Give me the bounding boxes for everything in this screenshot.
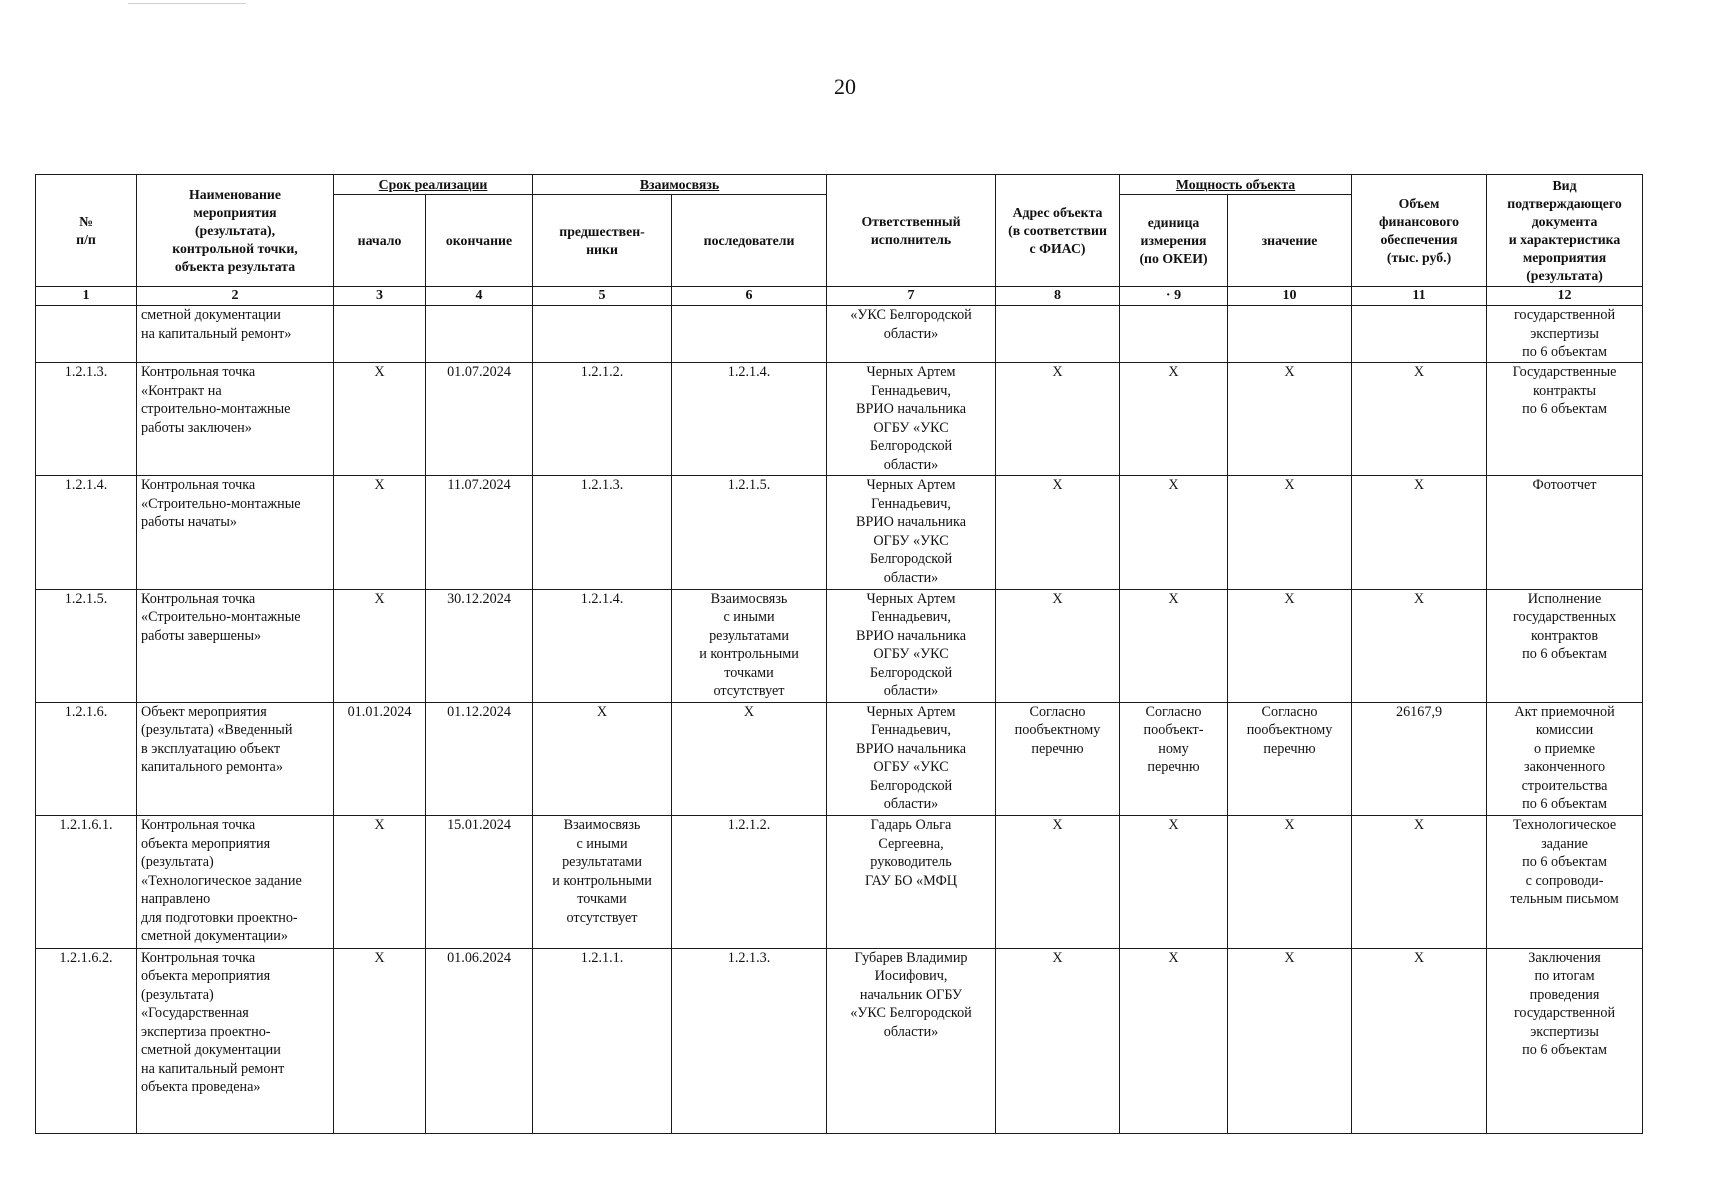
cell-unit [1120,306,1228,363]
cell-predecessors: 1.2.1.4. [533,589,672,702]
table-row [36,948,1643,1134]
cell-finance: X [1352,948,1487,1134]
cell-predecessors: 1.2.1.1. [533,948,672,1134]
cell-predecessors [533,306,672,363]
cell-end: 01.07.2024 [426,363,533,476]
cell-doc: Технологическое задание по 6 объектам с сопроводи- тельным письмом [1487,816,1643,948]
cell-num: 1.2.1.6. [36,702,137,815]
cell-responsible: Черных Артем Геннадьевич, ВРИО начальника ОГБУ «УКС Белгородской области» [827,476,996,589]
cell-start: 01.01.2024 [334,702,426,815]
cell-num: 1.2.1.6.2. [36,948,137,1134]
cell-start: X [334,476,426,589]
cell-finance: X [1352,476,1487,589]
column-number: 7 [827,287,996,306]
header-num: № п/п [36,175,137,287]
scan-line-top [128,3,246,4]
cell-start [334,306,426,363]
column-number: · 9 [1120,287,1228,306]
cell-responsible: Гадарь Ольга Сергеевна, руководитель ГАУ БО «МФЦ [827,816,996,948]
cell-num: 1.2.1.4. [36,476,137,589]
table-row [36,816,1643,948]
cell-value: X [1228,816,1352,948]
header-responsible: Ответственный исполнитель [827,175,996,287]
cell-end: 30.12.2024 [426,589,533,702]
cell-successors: Взаимосвязь с иными результатами и контрольными точками отсутствует [672,589,827,702]
column-number: 4 [426,287,533,306]
cell-num: 1.2.1.6.1. [36,816,137,948]
cell-name: Объект мероприятия (результата) «Введенный в эксплуатацию объект капитального ремонта» [137,702,334,815]
header-successors: последователи [672,195,827,287]
column-number: 2 [137,287,334,306]
cell-unit: Согласно пообъект- ному перечню [1120,702,1228,815]
cell-start: X [334,816,426,948]
cell-end: 01.12.2024 [426,702,533,815]
plan-table [35,174,1643,1134]
table-header [36,175,1643,306]
cell-name: Контрольная точка «Строительно-монтажные работы начаты» [137,476,334,589]
cell-successors [672,306,827,363]
cell-value: X [1228,948,1352,1134]
cell-address: X [996,816,1120,948]
cell-doc: государственной экспертизы по 6 объектам [1487,306,1643,363]
cell-responsible: Черных Артем Геннадьевич, ВРИО начальника ОГБУ «УКС Белгородской области» [827,702,996,815]
cell-responsible: Черных Артем Геннадьевич, ВРИО начальника ОГБУ «УКС Белгородской области» [827,589,996,702]
header-predecessors: предшествен- ники [533,195,672,287]
cell-unit: X [1120,476,1228,589]
cell-address [996,306,1120,363]
cell-end: 15.01.2024 [426,816,533,948]
table-row [36,589,1643,702]
cell-doc: Исполнение государственных контрактов по 6 объектам [1487,589,1643,702]
table-row [36,306,1643,363]
cell-unit: X [1120,948,1228,1134]
cell-finance: X [1352,363,1487,476]
cell-finance: X [1352,589,1487,702]
cell-address: X [996,948,1120,1134]
column-number-row [36,287,1643,306]
column-number: 6 [672,287,827,306]
cell-num: 1.2.1.3. [36,363,137,476]
cell-responsible: Черных Артем Геннадьевич, ВРИО начальника ОГБУ «УКС Белгородской области» [827,363,996,476]
cell-address: X [996,363,1120,476]
table-row [36,363,1643,476]
cell-name: Контрольная точка объекта мероприятия (результата) «Государственная экспертиза проектно- сметной документации на капитальный ремонт объекта проведена» [137,948,334,1134]
cell-successors: 1.2.1.2. [672,816,827,948]
cell-end: 01.06.2024 [426,948,533,1134]
cell-start: X [334,948,426,1134]
column-number: 8 [996,287,1120,306]
cell-predecessors: Взаимосвязь с иными результатами и контрольными точками отсутствует [533,816,672,948]
cell-finance [1352,306,1487,363]
table-row [36,702,1643,815]
header-doc-type: Вид подтверждающего документа и характеристика мероприятия (результата) [1487,175,1643,287]
cell-address: X [996,476,1120,589]
cell-unit: X [1120,816,1228,948]
cell-value [1228,306,1352,363]
cell-address: Согласно пообъектному перечню [996,702,1120,815]
column-number: 12 [1487,287,1643,306]
cell-value: X [1228,476,1352,589]
header-period: Срок реализации [334,175,533,195]
cell-successors: X [672,702,827,815]
cell-predecessors: X [533,702,672,815]
cell-successors: 1.2.1.4. [672,363,827,476]
cell-doc: Фотоотчет [1487,476,1643,589]
cell-name: Контрольная точка «Контракт на строительно-монтажные работы заключен» [137,363,334,476]
cell-name: Контрольная точка объекта мероприятия (результата) «Технологическое задание направлено для подготовки проектно- сметной документации» [137,816,334,948]
cell-value: X [1228,363,1352,476]
cell-predecessors: 1.2.1.3. [533,476,672,589]
cell-unit: X [1120,363,1228,476]
cell-value: X [1228,589,1352,702]
header-capacity: Мощность объекта [1120,175,1352,195]
cell-doc: Заключения по итогам проведения государственной экспертизы по 6 объектам [1487,948,1643,1134]
cell-predecessors: 1.2.1.2. [533,363,672,476]
cell-doc: Акт приемочной комиссии о приемке законченного строительства по 6 объектам [1487,702,1643,815]
cell-responsible: Губарев Владимир Иосифович, начальник ОГБУ «УКС Белгородской области» [827,948,996,1134]
cell-num: 1.2.1.5. [36,589,137,702]
column-number: 3 [334,287,426,306]
cell-doc: Государственные контракты по 6 объектам [1487,363,1643,476]
cell-successors: 1.2.1.3. [672,948,827,1134]
cell-finance: X [1352,816,1487,948]
cell-successors: 1.2.1.5. [672,476,827,589]
header-unit: единица измерения (по ОКЕИ) [1120,195,1228,287]
header-name: Наименование мероприятия (результата), контрольной точки, объекта результата [137,175,334,287]
cell-num [36,306,137,363]
cell-end [426,306,533,363]
column-number: 5 [533,287,672,306]
table-body [36,306,1643,1134]
table-row [36,476,1643,589]
header-relation: Взаимосвязь [533,175,827,195]
header-start: начало [334,195,426,287]
cell-name: сметной документации на капитальный ремонт» [137,306,334,363]
cell-address: X [996,589,1120,702]
column-number: 1 [36,287,137,306]
cell-responsible: «УКС Белгородской области» [827,306,996,363]
header-value: значение [1228,195,1352,287]
column-number: 11 [1352,287,1487,306]
cell-start: X [334,589,426,702]
header-address: Адрес объекта (в соответствии с ФИАС) [996,175,1120,287]
cell-finance: 26167,9 [1352,702,1487,815]
cell-name: Контрольная точка «Строительно-монтажные работы завершены» [137,589,334,702]
header-finance: Объем финансового обеспечения (тыс. руб.) [1352,175,1487,287]
page-number: 20 [834,74,856,99]
cell-value: Согласно пообъектному перечню [1228,702,1352,815]
cell-start: X [334,363,426,476]
header-end: окончание [426,195,533,287]
cell-end: 11.07.2024 [426,476,533,589]
column-number: 10 [1228,287,1352,306]
cell-unit: X [1120,589,1228,702]
